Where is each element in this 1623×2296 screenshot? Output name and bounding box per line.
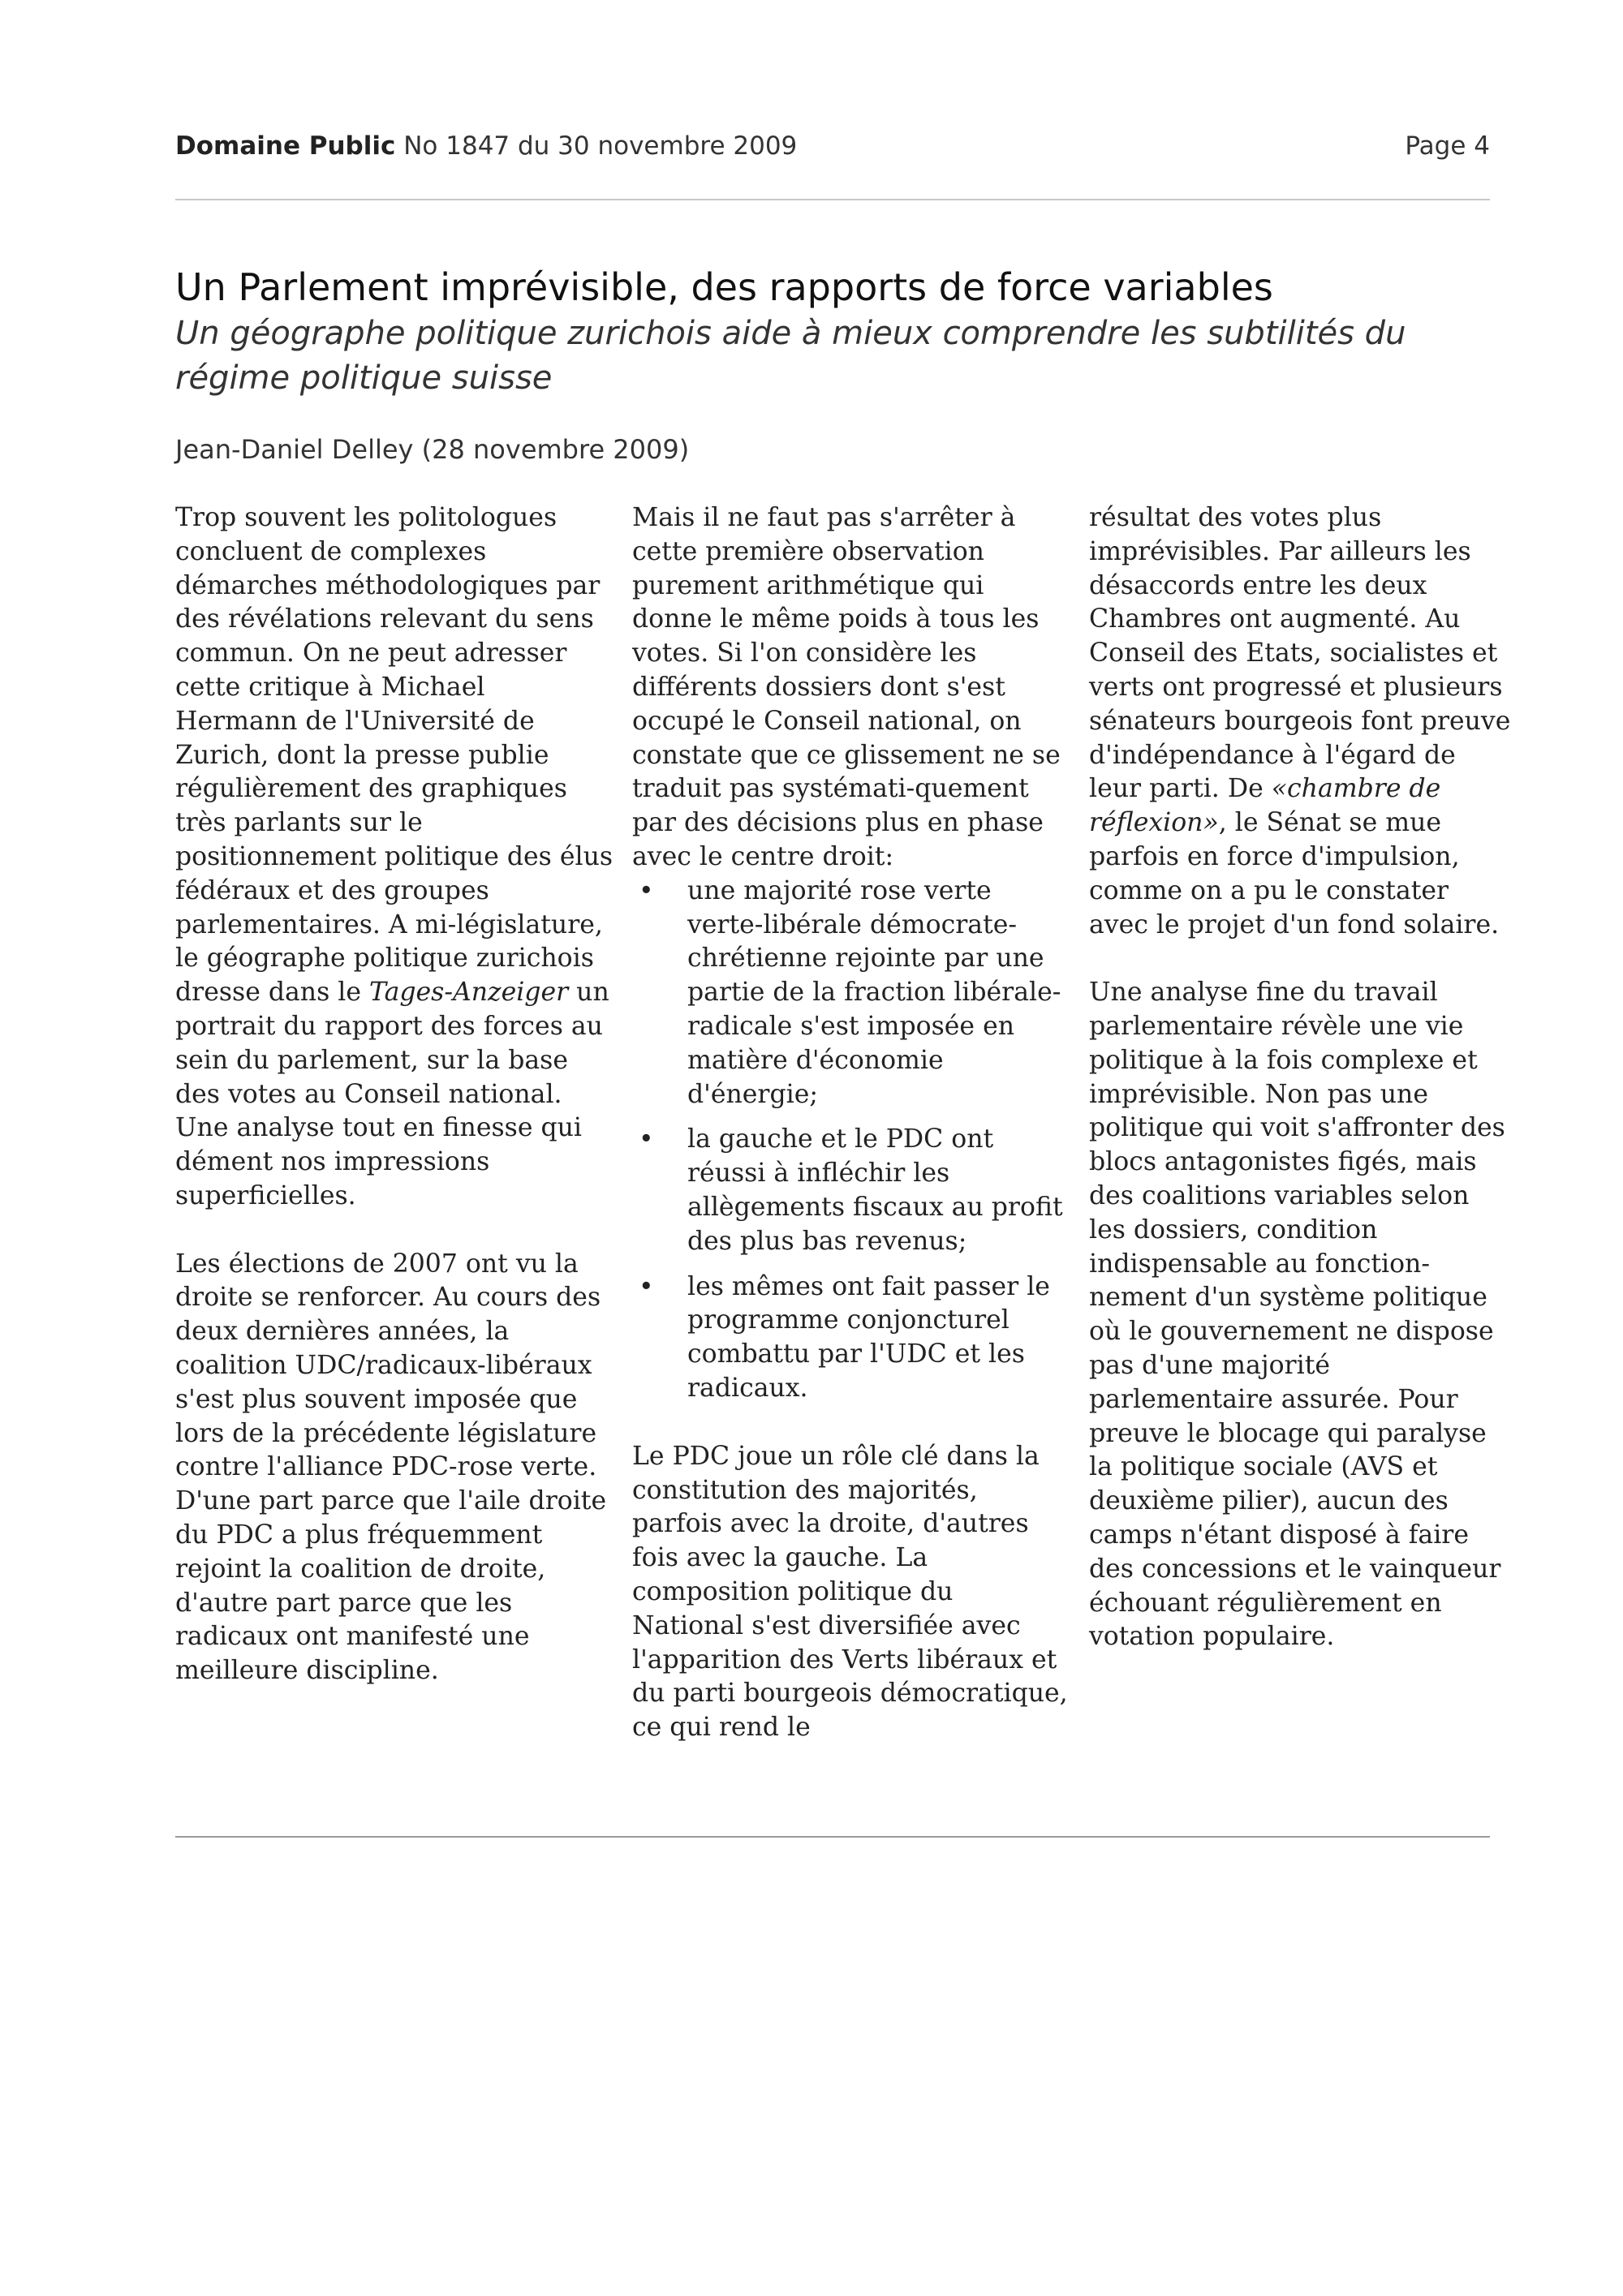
paragraph-conclusion: Une analyse fine du travail parlementaire révèle une vie politique à la fois complexe et imprévisible. Non pas une politique qui voit s'affronter des blocs antagonistes figés, mais des coalitions variables selon les dossiers, condition indispensable au fonction-nement d'un système politique où le gouvernement ne dispose pas d'une majorité parlementaire assurée. Pour preuve le blocage qui paralyse la politique sociale (AVS et deuxième pilier), aucun des camps n'étant disposé à faire des concessions et le vainqueur échouant régulièrement en votation populaire. — [1089, 978, 1505, 1652]
quoted-term: «chambre de réflexion» — [1089, 774, 1441, 838]
list-item: • la gauche et le PDC ont réussi à infléchir les allègements fiscaux au profit des plus bas revenus; — [639, 1124, 1063, 1256]
list-item: • les mêmes ont fait passer le programme conjoncturel combattu par l'UDC et les radicaux. — [639, 1271, 1050, 1403]
bullet-icon: • — [639, 875, 654, 905]
footer-divider — [175, 1836, 1490, 1838]
article-column-2 — [632, 501, 1070, 1745]
paragraph-pdc-role: Le PDC joue un rôle clé dans la constitution des majorités, parfois avec la droite, d'autres fois avec la gauche. La composition politique du National s'est diversifiée avec l'apparition des Verts libéraux et du parti bourgeois démocratique, ce qui rend le — [632, 1441, 1068, 1743]
page-header — [175, 131, 1490, 161]
paragraph-intro: Trop souvent les politologues concluent de complexes démarches méthodologiques par des révélations relevant du sens commun. On ne peut adresser cette critique à Michael Hermann de l'Université de Zurich, dont la presse publie régulièrement des graphiques très parlants sur le positionnement politique des élus fédéraux et des groupes parlementaires. A mi-législature, le géographe politique zurichois dresse dans le Tages-Anzeiger un portrait du rapport des forces au sein du parlement, sur la base des votes au Conseil national. Une analyse tout en finesse qui dément nos impressions superficielles. — [175, 503, 613, 1210]
paragraph-observation: Mais il ne faut pas s'arrêter à cette première observation purement arithmétique qui donne le même poids à tous les votes. Si l'on considère les différents dossiers dont s'est occupé le Conseil national, on constate que ce glissement ne se traduit pas systémati-quement par des décisions plus en phase avec le centre droit: — [632, 503, 1061, 871]
header-divider — [175, 199, 1490, 200]
article-subtitle: Un géographe politique zurichois aide à mieux comprendre les subtilités du régime politique suisse — [175, 315, 1406, 397]
list-item: • une majorité rose verte verte-libérale démocrate-chrétienne rejointe par une partie de la fraction libérale-radicale s'est imposée en matière d'économie d'énergie; — [639, 875, 1061, 1109]
bullet-list — [632, 875, 1070, 1406]
page-number: Page 4 — [1405, 131, 1490, 161]
article-column-3 — [1089, 501, 1511, 1654]
article-byline: Jean-Daniel Delley (28 novembre 2009) — [175, 434, 690, 465]
issue-info: No 1847 du 30 novembre 2009 — [403, 131, 798, 161]
newspaper-name: Tages-Anzeiger — [369, 978, 569, 1008]
bullet-icon: • — [639, 1124, 654, 1154]
paragraph-chambers: résultat des votes plus imprévisibles. Par ailleurs les désaccords entre les deux Chambres ont augmenté. Au Conseil des Etats, socialistes et verts ont progressé et plusieurs sénateurs bourgeois font preuve d'indépendance à l'égard de leur parti. De «chambre de réflexion», le Sénat se mue parfois en force d'impulsion, comme on a pu le constater avec le projet d'un fond solaire. — [1089, 503, 1511, 939]
publication-name: Domaine Public — [175, 131, 396, 161]
bullet-icon: • — [639, 1271, 654, 1301]
article-title: Un Parlement imprévisible, des rapports de force variables — [175, 265, 1273, 309]
article-column-1 — [175, 501, 613, 1688]
paragraph-elections: Les élections de 2007 ont vu la droite se renforcer. Au cours des deux dernières années, la coalition UDC/radicaux-libéraux s'est plus souvent imposée que lors de la précédente législature contre l'alliance PDC-rose verte. D'une part parce que l'aile droite du PDC a plus fréquemment rejoint la coalition de droite, d'autre part parce que les radicaux ont manifesté une meilleure discipline. — [175, 1249, 607, 1686]
